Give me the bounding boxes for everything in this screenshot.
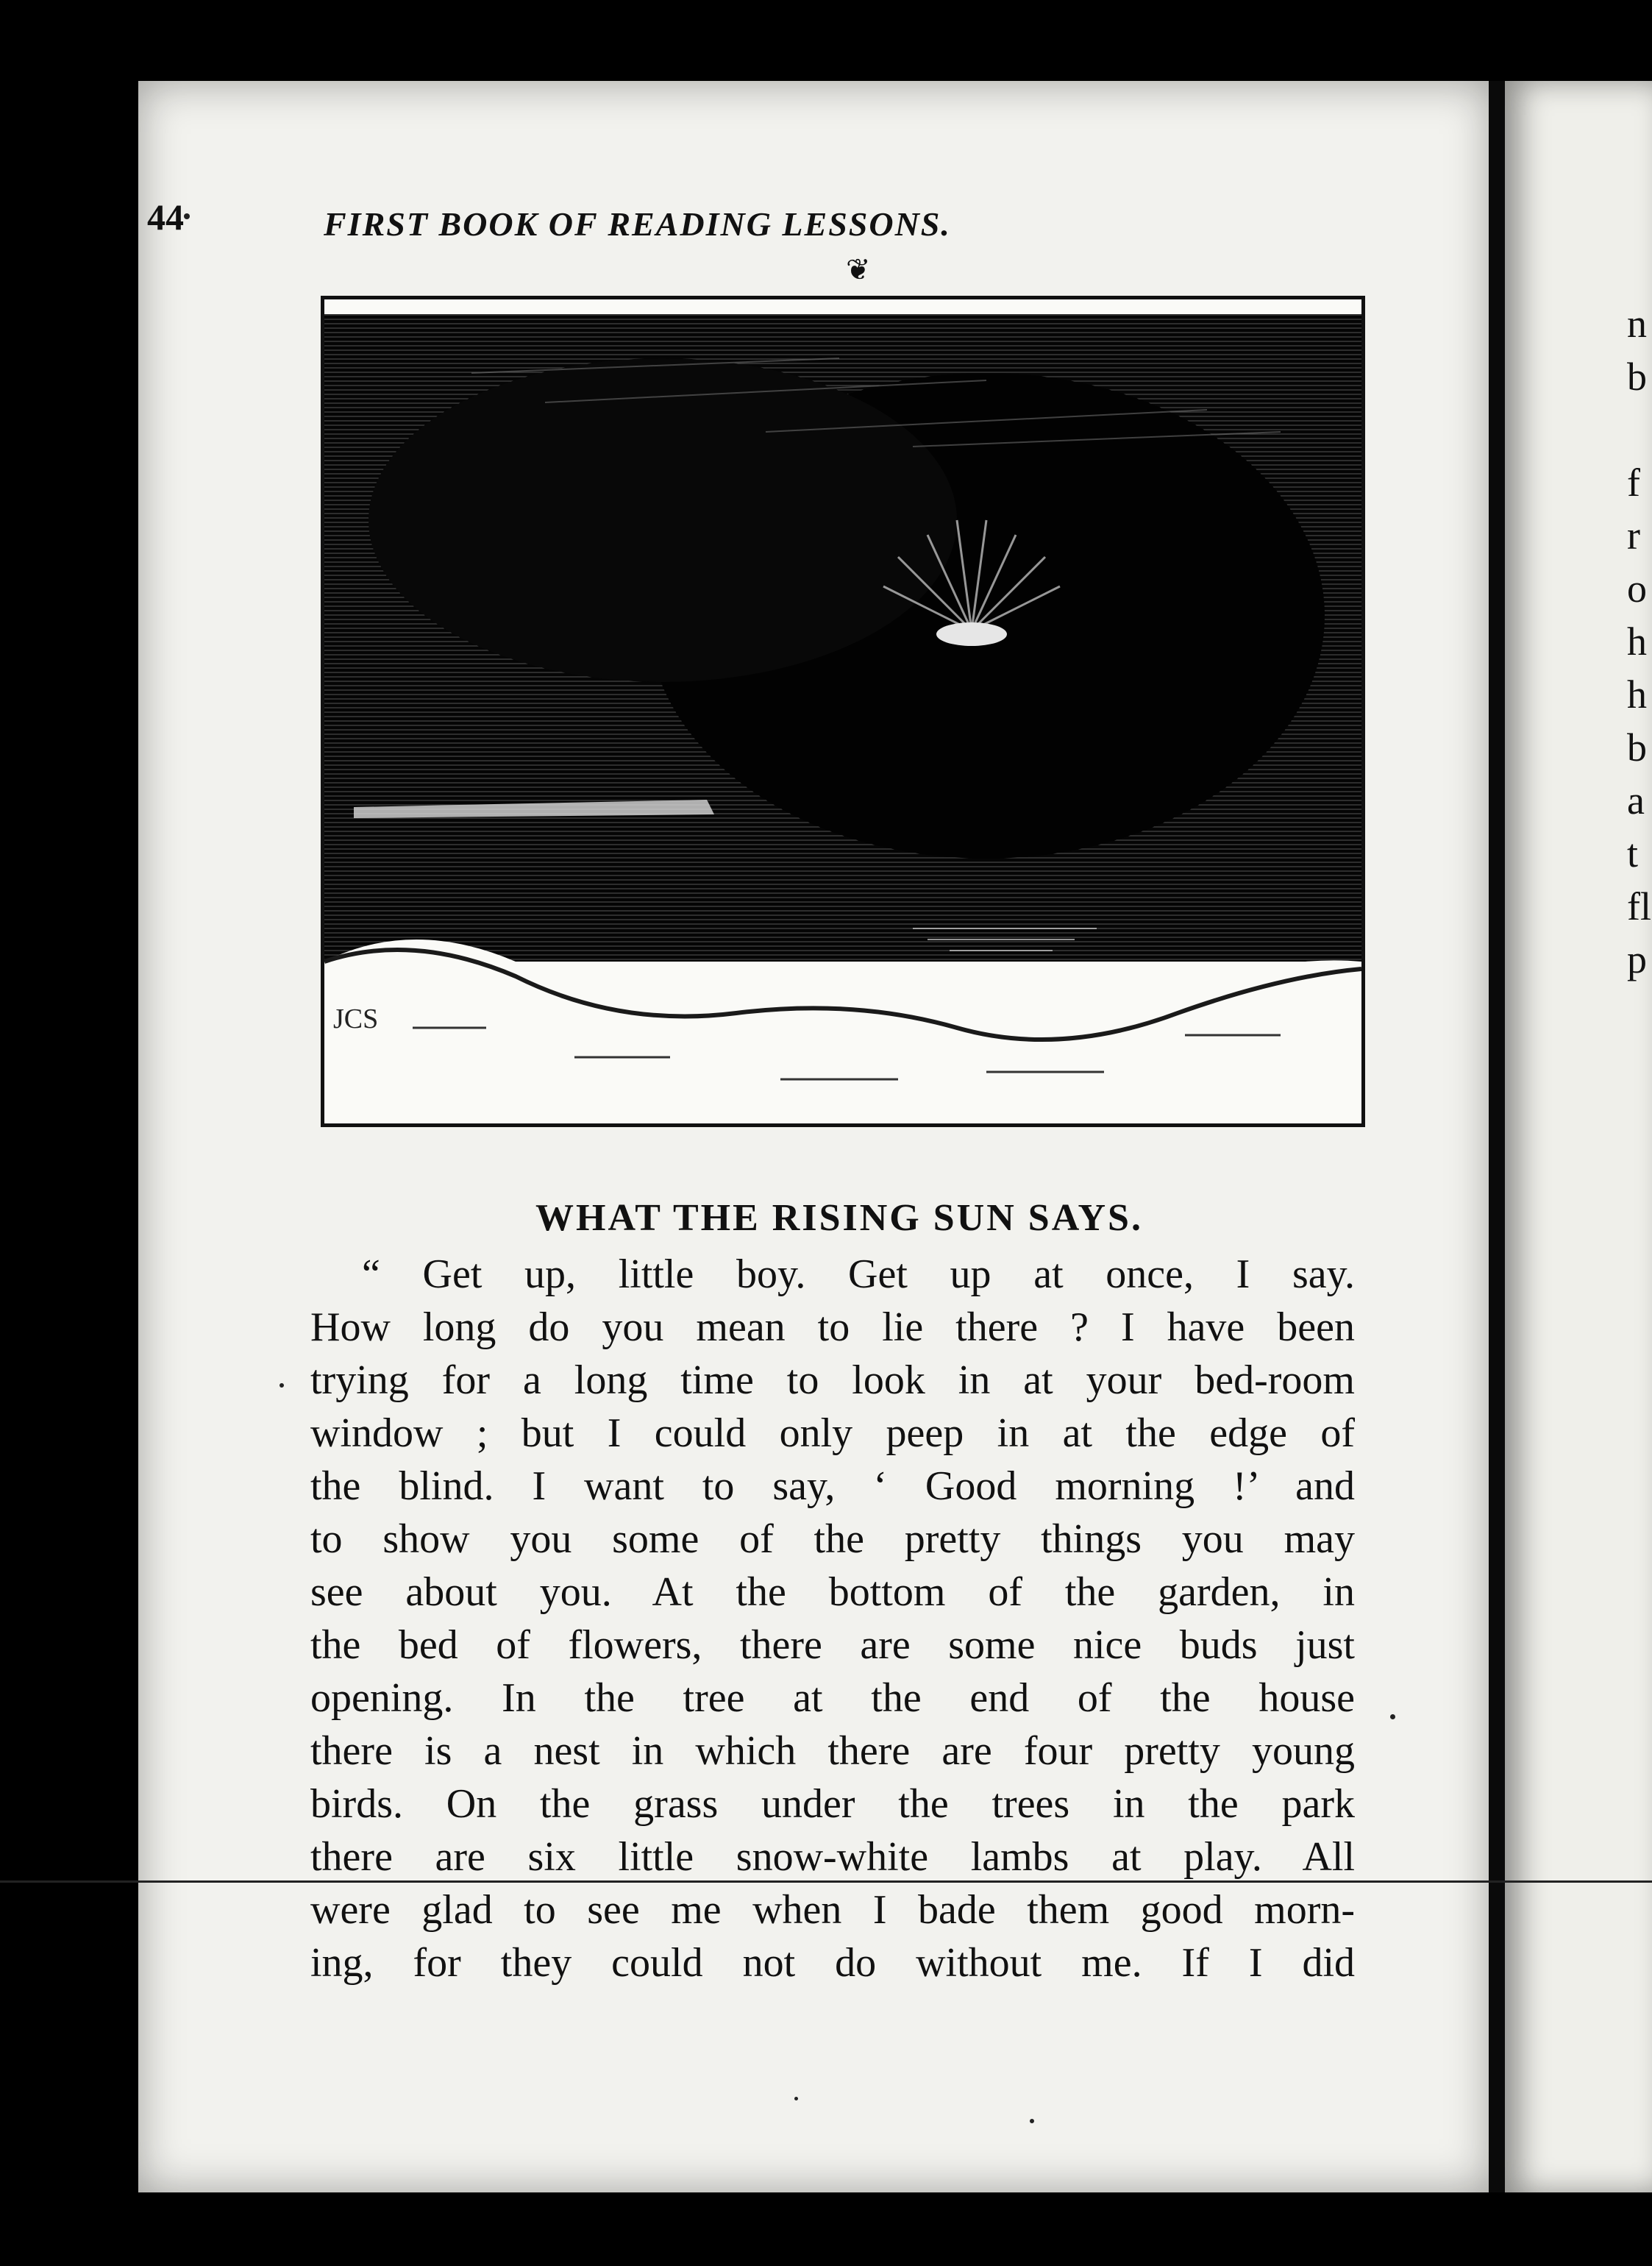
scan-line-artifact [0,1880,1652,1883]
facing-fragment: h [1627,619,1647,664]
dust-speck [794,2097,798,2100]
sunrise-over-sea-engraving-icon [324,299,1361,1123]
dust-speck [184,213,190,219]
text-line: were glad to see me when I bade them good morn- [310,1887,1355,1933]
facing-fragment: r [1627,514,1640,558]
dust-speck [280,1383,284,1388]
dust-speck [1030,2119,1034,2123]
ornament-icon: ❦ [846,253,871,287]
book-gutter [1489,81,1505,2192]
text-line: ing, for they could not do without me. If I did [310,1940,1355,1986]
dust-speck [1390,1714,1395,1719]
sunrise-engraving [321,296,1365,1127]
text-line: to show you some of the pretty things you may [310,1516,1355,1562]
facing-fragment: n [1627,302,1647,346]
lesson-body [310,1248,1355,1989]
facing-fragment: b [1627,725,1647,770]
facing-fragment: p [1627,937,1647,981]
text-line: the bed of flowers, there are some nice buds just [310,1622,1355,1668]
engraver-signature: JCS [333,1004,379,1034]
facing-page-text [1627,297,1651,986]
text-line: “ Get up, little boy. Get up at once, I say. [362,1251,1355,1297]
text-line: there are six little snow-white lambs at play. All [310,1834,1355,1880]
facing-fragment: o [1627,566,1647,611]
text-line: trying for a long time to look in at your bed-room [310,1357,1355,1403]
facing-fragment: fl [1627,884,1651,928]
facing-fragment [1627,403,1651,456]
facing-fragment: a [1627,778,1645,823]
facing-fragment: f [1627,461,1640,505]
lesson-title: WHAT THE RISING SUN SAYS. [535,1197,1143,1239]
text-line: How long do you mean to lie there ? I have been [310,1304,1355,1350]
facing-fragment: t [1627,831,1639,876]
text-line: window ; but I could only peep in at the edge of [310,1410,1355,1456]
page-number: 44 [147,196,184,238]
text-line: the blind. I want to say, ‘ Good morning !’ and [310,1463,1355,1509]
text-line: birds. On the grass under the trees in the park [310,1781,1355,1827]
text-line: there is a nest in which there are four pretty young [310,1728,1355,1774]
facing-fragment: b [1627,355,1647,399]
running-head: FIRST BOOK OF READING LESSONS. [324,205,951,243]
text-line: opening. In the tree at the end of the house [310,1675,1355,1721]
facing-fragment: h [1627,672,1647,717]
text-line: see about you. At the bottom of the garden, in [310,1569,1355,1615]
